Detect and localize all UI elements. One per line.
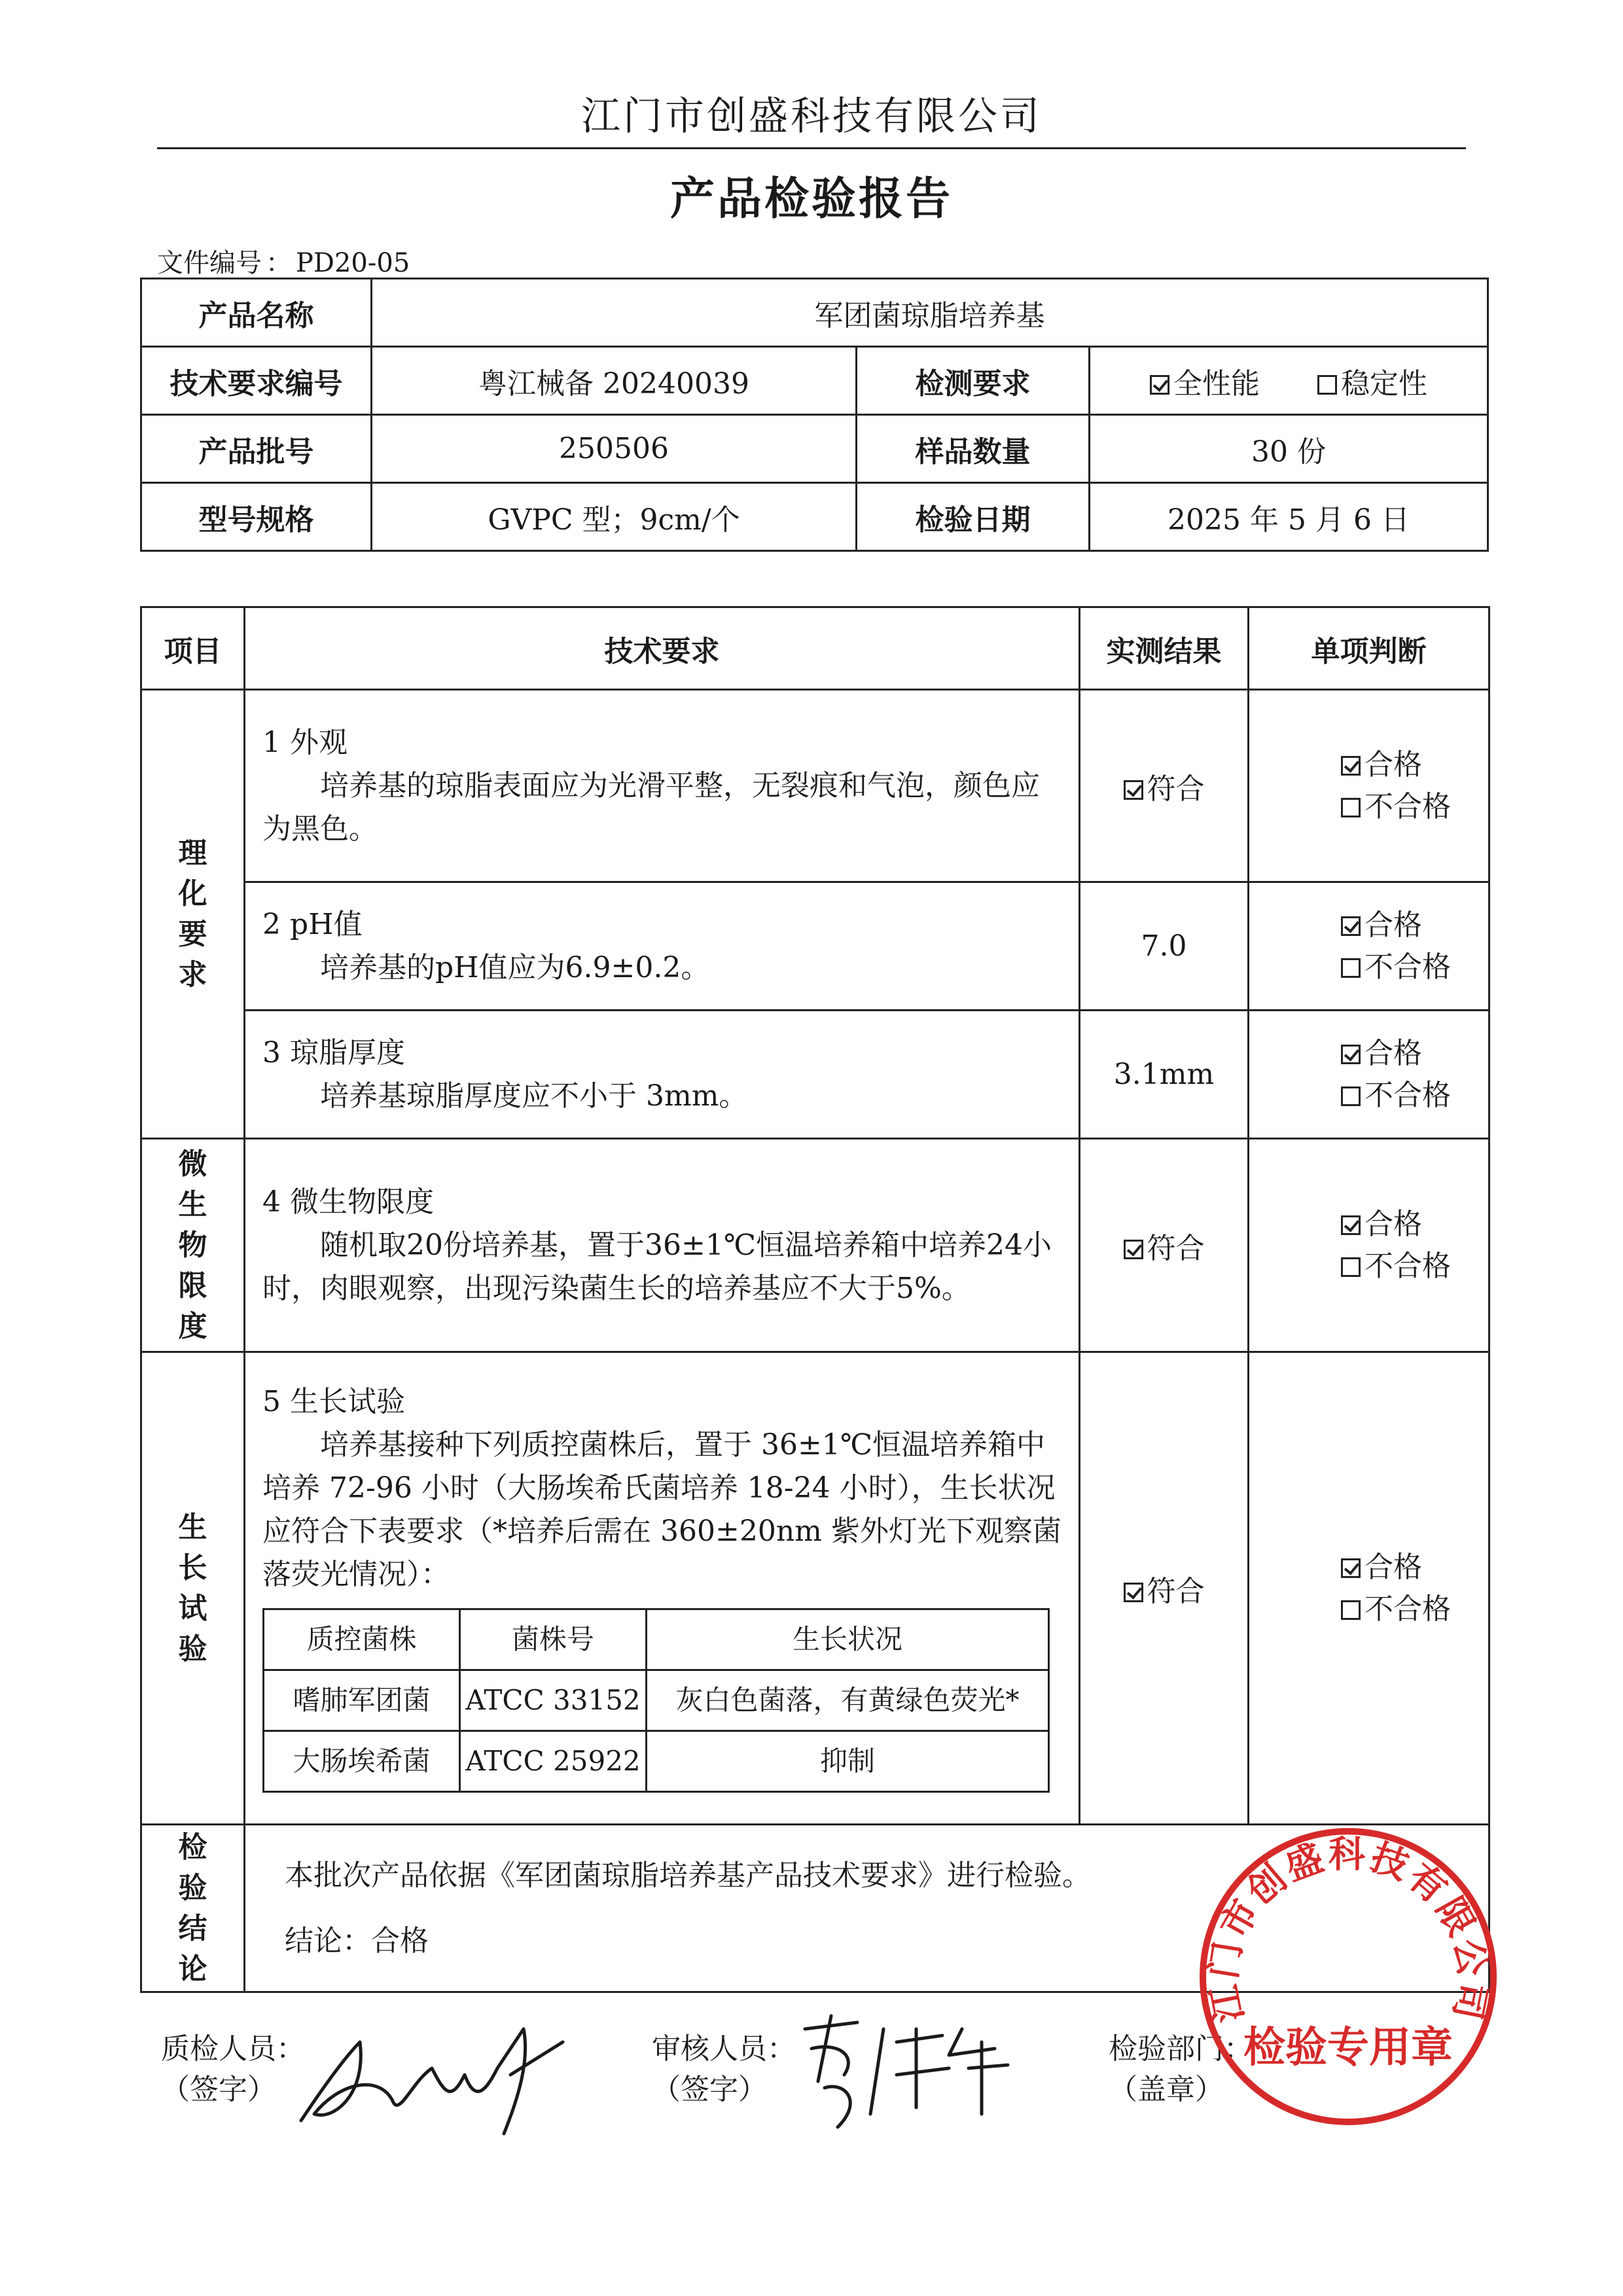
strain-cell: 灰白色菌落，有黄绿色荧光* [647, 1670, 1049, 1731]
batch-label: 产品批号 [141, 415, 372, 483]
full-performance-label: 全性能 [1173, 367, 1260, 401]
strain-header: 生长状况 [647, 1609, 1049, 1670]
fail-label: 不合格 [1364, 1592, 1451, 1626]
judgement-cell [1249, 1011, 1489, 1139]
inspection-row [141, 690, 1489, 882]
info-row [141, 415, 1488, 483]
inspection-header-row [141, 607, 1489, 690]
strain-cell: 抑制 [647, 1731, 1049, 1791]
test-req-label: 检测要求 [857, 347, 1090, 415]
judgement-cell [1249, 1352, 1489, 1825]
strain-cell: 嗜肺军团菌 [264, 1670, 460, 1731]
test-date-value: 2025 年 5 月 6 日 [1090, 483, 1488, 551]
fail-checkbox [1341, 1086, 1361, 1106]
document-number-label: 文件编号 [157, 248, 262, 278]
reviewer-note: （签字） [652, 2073, 767, 2106]
requirement-title: 3 琼脂厚度 [262, 1035, 405, 1069]
model-label: 型号规格 [141, 483, 372, 551]
stability-label: 稳定性 [1341, 367, 1427, 401]
requirement-text: 培养基琼脂厚度应不小于 3mm。 [320, 1079, 748, 1113]
result-checkbox [1124, 1240, 1143, 1259]
requirement-cell [245, 1139, 1080, 1352]
strain-row [264, 1731, 1049, 1791]
info-row [141, 279, 1488, 347]
pass-checkbox [1341, 1558, 1361, 1578]
strain-header: 质控菌株 [264, 1609, 460, 1670]
stability-checkbox [1317, 375, 1337, 395]
conclusion-result: 结论：合格 [285, 1924, 429, 1958]
col-header-judgement: 单项判断 [1249, 607, 1489, 690]
fail-checkbox [1341, 1257, 1361, 1277]
col-header-item: 项目 [141, 607, 245, 690]
batch-value: 250506 [372, 415, 857, 483]
fail-label: 不合格 [1364, 1078, 1451, 1112]
pass-label: 合格 [1364, 747, 1422, 781]
result-cell [1080, 882, 1249, 1011]
seal-center-text: 检验专用章 [1243, 2024, 1453, 2072]
info-row [141, 347, 1488, 415]
inspector-signature-block [161, 2029, 305, 2110]
fail-checkbox [1341, 798, 1361, 817]
fail-label: 不合格 [1364, 1249, 1451, 1283]
judgement-cell [1249, 1139, 1489, 1352]
tech-req-no-label: 技术要求编号 [141, 347, 372, 415]
sample-qty-value: 30 份 [1090, 415, 1488, 483]
result-value: 符合 [1147, 772, 1205, 806]
requirement-title: 1 外观 [262, 725, 348, 759]
strain-row [264, 1670, 1049, 1731]
pass-checkbox [1341, 916, 1361, 936]
pass-checkbox [1341, 1215, 1361, 1235]
result-cell [1080, 690, 1249, 882]
requirement-cell [245, 882, 1080, 1011]
info-row [141, 483, 1488, 551]
group-microbe: 微 生 物 限 度 [141, 1139, 245, 1352]
strain-cell: ATCC 33152 [460, 1670, 647, 1731]
requirement-title: 4 微生物限度 [262, 1185, 434, 1219]
result-checkbox [1124, 1583, 1143, 1602]
result-cell [1080, 1352, 1249, 1825]
reviewer-label: 审核人员： [652, 2032, 796, 2066]
result-value: 符合 [1147, 1231, 1205, 1265]
fail-label: 不合格 [1364, 789, 1451, 823]
col-header-result: 实测结果 [1080, 607, 1249, 690]
department-label: 检验部门： [1109, 2032, 1253, 2066]
sample-qty-label: 样品数量 [857, 415, 1090, 483]
conclusion-basis: 本批次产品依据《军团菌琼脂培养基产品技术要求》进行检验。 [285, 1858, 1091, 1892]
inspector-note: （签字） [161, 2073, 276, 2106]
result-checkbox [1124, 780, 1143, 800]
fail-checkbox [1341, 1600, 1361, 1620]
requirement-text: 培养基接种下列质控菌株后，置于 36±1℃恒温培养箱中培养 72-96 小时（大肠埃希氏菌培养 18-24 小时），生长状况应符合下表要求（*培养后需在 360±20nm 紫外灯光下观察菌落荧光情况）： [262, 1427, 1061, 1591]
pass-label: 合格 [1364, 1550, 1422, 1584]
inspection-row [141, 882, 1489, 1011]
group-physchem: 理 化 要 求 [141, 690, 245, 1139]
test-date-label: 检验日期 [857, 483, 1090, 551]
inspector-label: 质检人员： [161, 2032, 305, 2066]
pass-label: 合格 [1364, 1036, 1422, 1070]
result-value: 3.1mm [1113, 1058, 1215, 1091]
result-cell [1080, 1011, 1249, 1139]
fail-checkbox [1341, 958, 1361, 978]
result-value: 符合 [1147, 1574, 1205, 1608]
judgement-cell [1249, 882, 1489, 1011]
strain-cell: ATCC 25922 [460, 1731, 647, 1791]
document-number: 文件编号 ： PD20-05 [157, 248, 410, 278]
inspection-seal [1191, 1820, 1505, 2134]
header-divider [157, 147, 1466, 149]
company-name: 江门市创盛科技有限公司 [581, 94, 1042, 139]
requirement-cell [245, 1352, 1080, 1825]
inspection-row [141, 1352, 1489, 1825]
inspection-table [140, 606, 1490, 1993]
product-name-value: 军团菌琼脂培养基 [372, 279, 1488, 347]
department-note: （盖章） [1109, 2073, 1224, 2106]
requirement-text: 培养基的pH值应为6.9±0.2。 [320, 950, 710, 984]
product-info-table [140, 278, 1489, 552]
group-growth: 生 长 试 验 [141, 1352, 245, 1825]
model-value: GVPC 型；9cm/个 [372, 483, 857, 551]
inspection-row [141, 1011, 1489, 1139]
result-value: 7.0 [1141, 929, 1187, 963]
fail-label: 不合格 [1364, 950, 1451, 984]
result-cell [1080, 1139, 1249, 1352]
strain-header-row [264, 1609, 1049, 1670]
full-performance-checkbox [1150, 375, 1169, 395]
strain-header: 菌株号 [460, 1609, 647, 1670]
document-number-value: PD20-05 [296, 248, 410, 278]
inspector-signature [288, 2003, 615, 2147]
requirement-title: 5 生长试验 [262, 1384, 405, 1418]
strain-cell: 大肠埃希菌 [264, 1731, 460, 1791]
judgement-cell [1249, 690, 1489, 882]
strain-table [262, 1608, 1050, 1793]
report-title: 产品检验报告 [669, 173, 953, 225]
test-req-options [1090, 347, 1488, 415]
product-name-label: 产品名称 [141, 279, 372, 347]
pass-label: 合格 [1364, 1207, 1422, 1241]
pass-checkbox [1341, 1045, 1361, 1064]
reviewer-signature [785, 2003, 1034, 2134]
requirement-text: 随机取20份培养基，置于36±1℃恒温培养箱中培养24小时，肉眼观察，出现污染菌生长的培养基应不大于5%。 [262, 1228, 1052, 1305]
requirement-title: 2 pH值 [262, 907, 363, 941]
inspection-row [141, 1139, 1489, 1352]
requirement-text: 培养基的琼脂表面应为光滑平整，无裂痕和气泡，颜色应为黑色。 [262, 768, 1040, 846]
requirement-cell [245, 1011, 1080, 1139]
seal-ring-text: 江门市创盛科技有限公司 [1202, 1833, 1494, 2026]
tech-req-no-value: 粤江械备 20240039 [372, 347, 857, 415]
requirement-cell [245, 690, 1080, 882]
col-header-tech-req: 技术要求 [245, 607, 1080, 690]
group-conclusion: 检 验 结 论 [141, 1825, 245, 1992]
pass-checkbox [1341, 756, 1361, 776]
reviewer-signature-block [652, 2029, 796, 2110]
pass-label: 合格 [1364, 908, 1422, 942]
